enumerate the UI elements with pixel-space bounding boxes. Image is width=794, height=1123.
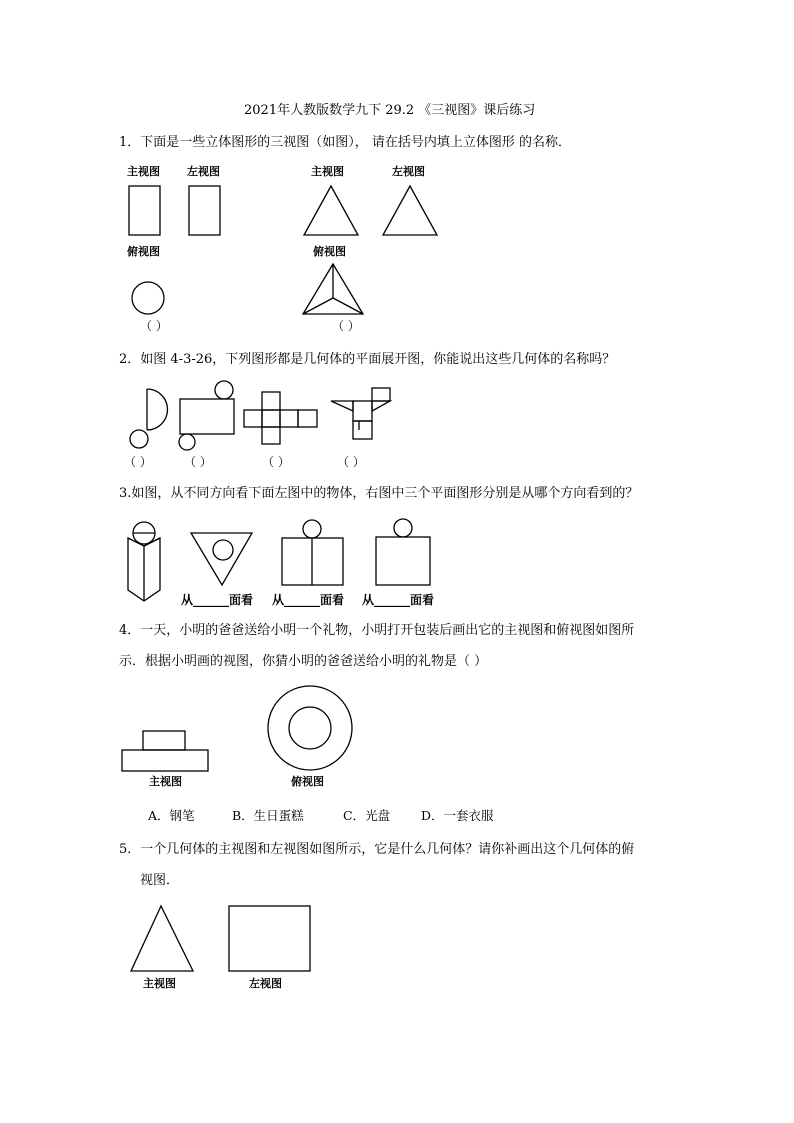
q5-front-view-triangle xyxy=(131,906,193,971)
q4-front-view-label: 主视图 xyxy=(149,775,182,788)
q4-front-view xyxy=(122,731,208,771)
q1-left-view-label-b: 左视图 xyxy=(392,165,425,178)
q4-option-c[interactable]: C．光盘 xyxy=(343,808,391,823)
q1-a-front-rect xyxy=(129,186,160,235)
q2-answer-blank-3[interactable]: （ ） xyxy=(262,455,290,469)
q1-left-view-label-a: 左视图 xyxy=(187,165,220,178)
q3-object-prism-with-sphere xyxy=(128,522,160,601)
q5-left-view-rect xyxy=(229,906,310,971)
q5-front-view-label: 主视图 xyxy=(143,977,176,990)
question-4-text-line2: 示．根据小明画的视图，你猜小明的爸爸送给小明的礼物是（ ） xyxy=(119,654,488,669)
q1-front-view-label-b: 主视图 xyxy=(311,165,344,178)
q3-direction-blank-2[interactable]: 从______面看 xyxy=(272,593,345,607)
q2-net-cylinder xyxy=(179,381,234,450)
q2-answer-blank-4[interactable]: （ ） xyxy=(337,455,365,469)
q2-net-cone xyxy=(130,389,168,448)
question-1-text: 1．下面是一些立体图形的三视图（如图）， 请在括号内填上立体图形 的名称． xyxy=(119,135,572,150)
q3-direction-blank-1[interactable]: 从______面看 xyxy=(181,593,254,607)
q5-left-view-label: 左视图 xyxy=(249,977,282,990)
q2-answer-blank-1[interactable]: （ ） xyxy=(124,455,152,469)
q1-answer-blank-b[interactable]: （ ） xyxy=(332,319,360,333)
q2-net-triangular-prism xyxy=(331,388,390,439)
question-5-text-line1: 5．一个几何体的主视图和左视图如图所示，它是什么几何体？请你补画出这个几何体的俯 xyxy=(119,842,635,857)
q1-front-view-label-a: 主视图 xyxy=(127,165,160,178)
q3-view-1-triangle-circle xyxy=(191,533,252,585)
q4-top-view xyxy=(268,686,352,770)
q4-top-view-label: 俯视图 xyxy=(291,775,324,788)
q1-a-left-rect xyxy=(189,186,220,235)
q1-a-top-circle xyxy=(132,282,164,314)
q1-answer-blank-a[interactable]: （ ） xyxy=(140,319,168,333)
question-4-text-line1: 4．一天，小明的爸爸送给小明一个礼物，小明打开包装后画出它的主视图和俯视图如图所 xyxy=(119,623,635,638)
q3-direction-blank-3[interactable]: 从______面看 xyxy=(362,593,435,607)
q4-option-a[interactable]: A．钢笔 xyxy=(148,808,195,823)
q1-b-front-triangle xyxy=(304,186,358,235)
question-2-text: 2．如图 4-3-26，下列图形都是几何体的平面展开图，你能说出这些几何体的名称吗？ xyxy=(119,352,616,367)
q1-top-view-label-b: 俯视图 xyxy=(313,245,346,258)
q3-view-2-rect-circle xyxy=(282,520,343,585)
q2-answer-blank-2[interactable]: （ ） xyxy=(184,455,212,469)
q3-view-3-square-circle xyxy=(376,519,430,585)
q1-b-left-triangle xyxy=(383,186,437,235)
q1-top-view-label-a: 俯视图 xyxy=(127,245,160,258)
question-5-text-line2: 视图． xyxy=(140,873,180,888)
question-3-text: 3.如图，从不同方向看下面左图中的物体，右图中三个平面图形分别是从哪个方向看到的？ xyxy=(119,486,639,501)
page-title: 2021年人教版数学九下 29.2 《三视图》课后练习 xyxy=(244,103,536,118)
q2-net-cube xyxy=(244,392,317,444)
q1-b-top-pyramid xyxy=(303,264,363,314)
q4-option-b[interactable]: B．生日蛋糕 xyxy=(232,808,304,823)
q4-option-d[interactable]: D．一套衣服 xyxy=(421,808,494,823)
